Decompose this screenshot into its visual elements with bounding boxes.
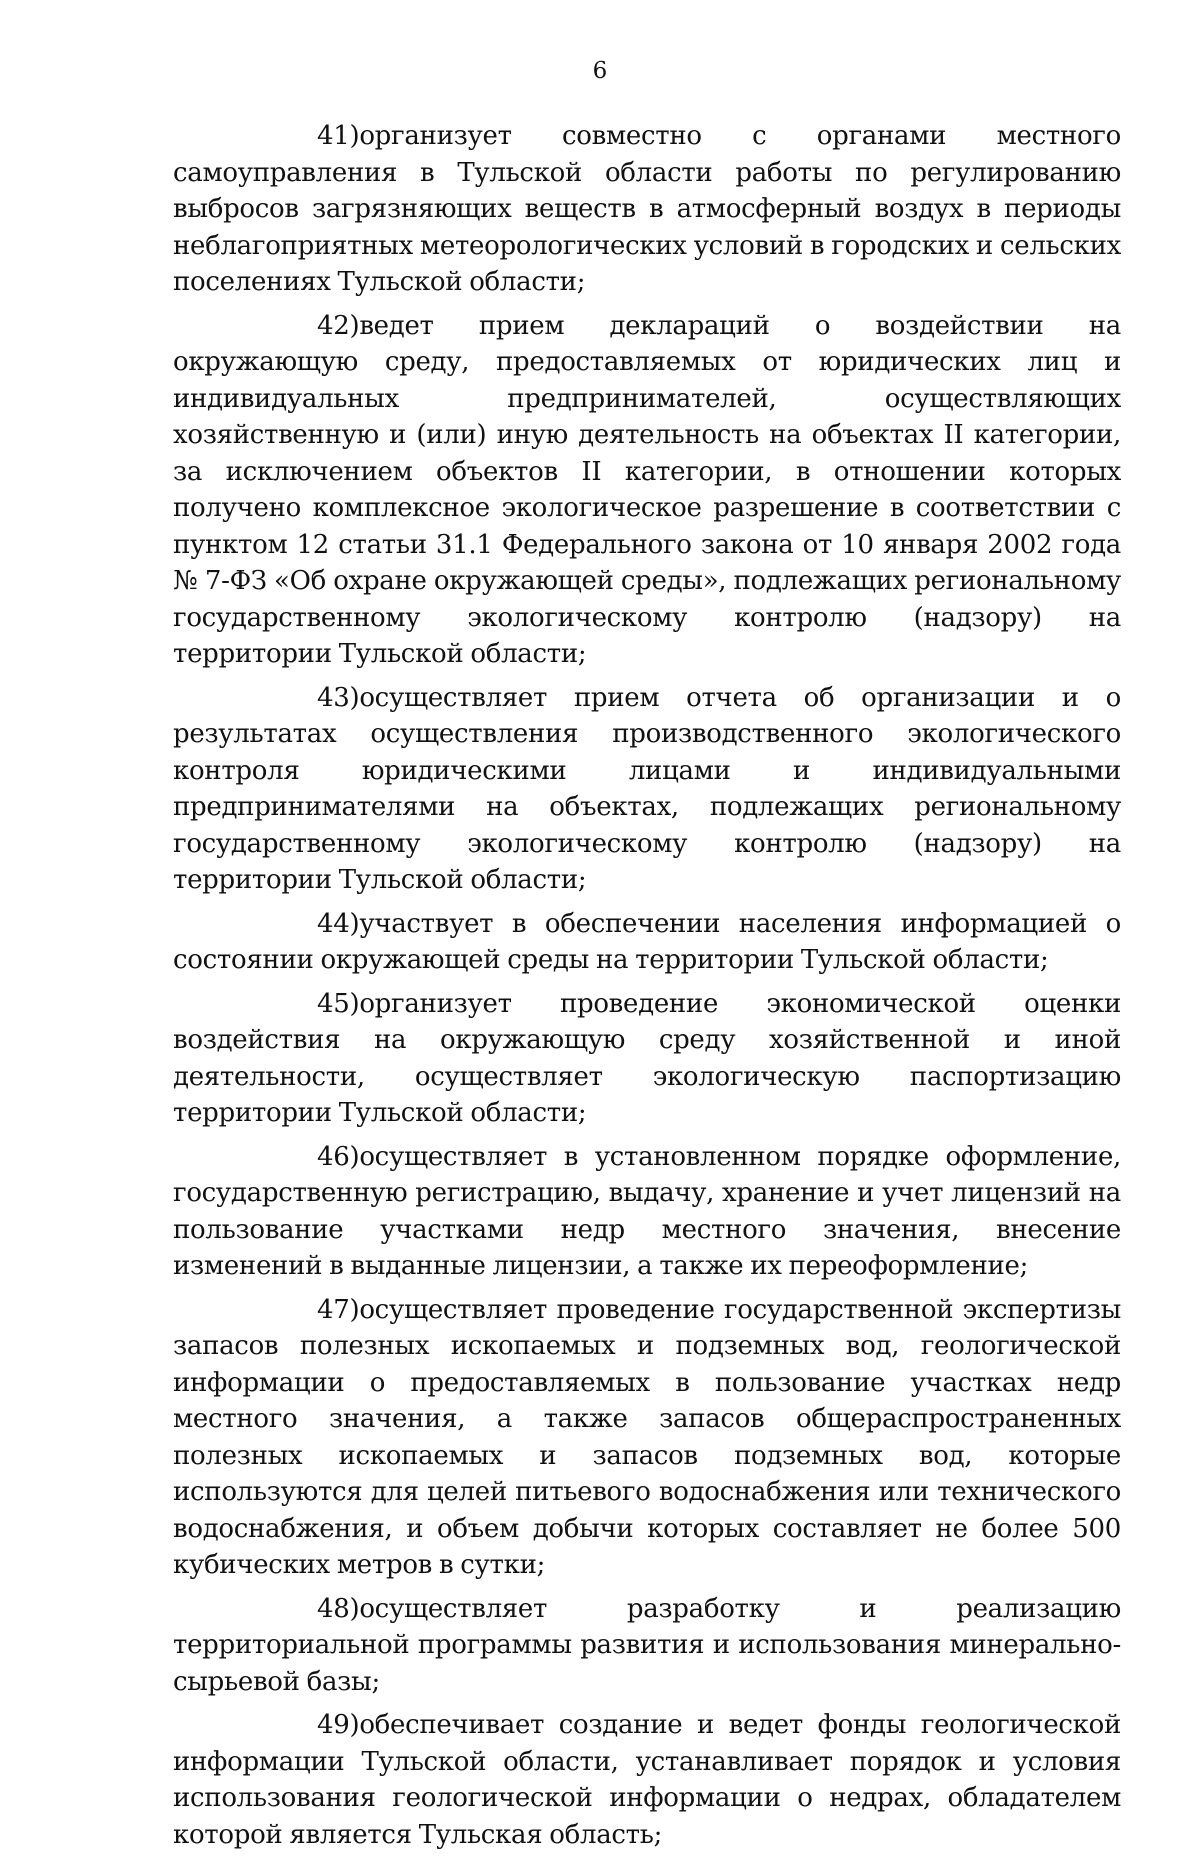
list-item <box>173 1139 1121 1285</box>
list-item <box>173 1292 1121 1584</box>
list-item <box>173 308 1121 673</box>
list-item <box>173 986 1121 1132</box>
item-text: осуществляет прием отчета об организации и о результатах осуществления производственного экологического контроля юридическими лицами и индивидуальными предпринимателями на объектах, подлежащих региональному государственному экологическому контролю (надзору) на территории Тульской области; <box>173 682 1121 895</box>
item-number: 42) <box>317 310 360 341</box>
item-text: ведет прием деклараций о воздействии на окружающую среду, предоставляемых от юридических лиц и индивидуальных предпринимателей, осуществляющих хозяйственную и (или) иную деятельность на объектах II категории, за исключением объектов II категории, в отношении которых получено комплексное экологическое разрешение в соответствии с пунктом 12 статьи 31.1 Федерального закона от 10 января 2002 года № 7-ФЗ «Об охране окружающей среды», подлежащих региональному государственному экологическому контролю (надзору) на территории Тульской области; <box>173 310 1121 669</box>
item-number: 47) <box>317 1294 360 1325</box>
item-number: 43) <box>317 682 360 713</box>
list-item <box>173 906 1121 979</box>
item-number: 46) <box>317 1141 360 1172</box>
list-item <box>173 1707 1121 1853</box>
document-body <box>173 118 1121 1860</box>
page-number: 6 <box>592 58 608 84</box>
item-text: осуществляет в установленном порядке оформление, государственную регистрацию, выдачу, хранение и учет лицензий на пользование участками недр местного значения, внесение изменений в выданные лицензии, а также их переоформление; <box>173 1141 1121 1281</box>
item-number: 49) <box>317 1710 360 1740</box>
list-item <box>173 680 1121 899</box>
list-item <box>173 118 1121 301</box>
item-text: осуществляет разработку и реализацию территориальной программы развития и использования минерально-сырьевой базы; <box>173 1593 1121 1697</box>
item-number: 44) <box>317 908 360 939</box>
item-text: обеспечивает создание и ведет фонды геологической информации Тульской области, устанавливает порядок и условия использования геологической информации о недрах, обладателем которой является Тульская область; <box>173 1710 1121 1850</box>
item-number: 45) <box>317 988 360 1019</box>
item-text: участвует в обеспечении населения информацией о состоянии окружающей среды на территории Тульской области; <box>173 908 1121 975</box>
item-text: организует проведение экономической оценки воздействия на окружающую среду хозяйственной и иной деятельности, осуществляет экологическую паспортизацию территории Тульской области; <box>173 988 1121 1128</box>
item-number: 41) <box>317 121 360 151</box>
item-text: осуществляет проведение государственной экспертизы запасов полезных ископаемых и подземных вод, геологической информации о предоставляемых в пользование участках недр местного значения, а также запасов общераспространенных полезных ископаемых и запасов подземных вод, которые используются для целей питьевого водоснабжения или технического водоснабжения, и объем добычи которых составляет не более 500 кубических метров в сутки; <box>173 1294 1121 1580</box>
item-number: 48) <box>317 1593 360 1624</box>
item-text: организует совместно с органами местного самоуправления в Тульской области работы по регулированию выбросов загрязняющих веществ в атмосферный воздух в периоды неблагоприятных метеорологических условий в городских и сельских поселениях Тульской области; <box>173 121 1121 297</box>
list-item <box>173 1591 1121 1701</box>
